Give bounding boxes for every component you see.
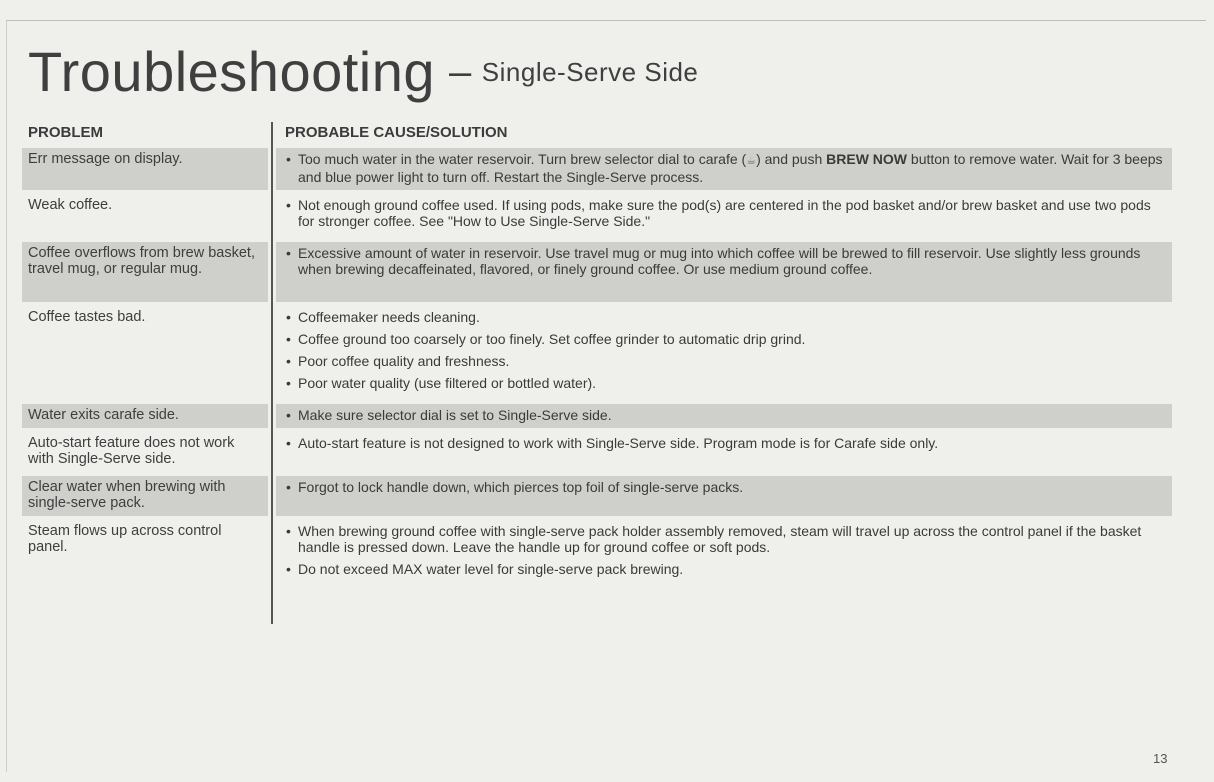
problem-cell: Steam flows up across control panel. bbox=[28, 523, 222, 555]
table-row bbox=[22, 404, 1172, 428]
page-number: 13 bbox=[1153, 751, 1168, 766]
problem-cell: Auto-start feature does not work with Single-Serve side. bbox=[28, 435, 235, 467]
solution-cell bbox=[276, 476, 1172, 516]
table-row bbox=[22, 520, 1172, 596]
troubleshooting-table bbox=[22, 122, 1172, 596]
problem-cell: Err message on display. bbox=[22, 148, 268, 190]
title-main: Troubleshooting bbox=[28, 40, 436, 103]
solution-cell bbox=[276, 306, 1172, 398]
header-problem: PROBLEM bbox=[28, 124, 103, 141]
solution-cell bbox=[276, 148, 1172, 190]
solution-cell bbox=[276, 432, 1172, 472]
solution-cell bbox=[276, 194, 1172, 238]
table-header bbox=[22, 122, 1172, 148]
table-row bbox=[22, 194, 1172, 238]
brew-now-label: BREW NOW bbox=[826, 151, 908, 167]
solution-item: • Coffeemaker needs cleaning. bbox=[286, 309, 480, 325]
problem-cell: Water exits carafe side. bbox=[22, 404, 268, 428]
table-row bbox=[22, 476, 1172, 516]
solution-text: ) and push bbox=[756, 151, 827, 167]
solution-cell bbox=[276, 242, 1172, 302]
problem-cell: Clear water when brewing with single-serve pack. bbox=[22, 476, 268, 516]
solution-item: • Poor water quality (use filtered or bottled water). bbox=[286, 375, 597, 391]
solution-text: Too much water in the water reservoir. Turn brew selector dial to carafe ( bbox=[298, 151, 747, 167]
solution-cell bbox=[276, 520, 1172, 596]
solution-item: • Coffee ground too coarsely or too finely. Set coffee grinder to automatic drip grind. bbox=[286, 331, 806, 347]
title-dash: – bbox=[449, 50, 472, 94]
problem-cell: Coffee overflows from brew basket, travel mug, or regular mug. bbox=[22, 242, 268, 302]
solution-item: • Auto-start feature is not designed to work with Single-Serve side. Program mode is for Carafe side only. bbox=[286, 435, 939, 451]
solution-item: • Not enough ground coffee used. If using pods, make sure the pod(s) are centered in the pod basket and/or brew basket and use two pods for stronger coffee. See "How to Use Single-Serve Side." bbox=[286, 197, 1151, 229]
solution-item: • Make sure selector dial is set to Single-Serve side. bbox=[286, 407, 612, 423]
title-subtitle: Single-Serve Side bbox=[481, 57, 699, 87]
page-title bbox=[28, 40, 698, 104]
table-row bbox=[22, 242, 1172, 302]
solution-text: button to remove water. Wait for 3 beeps and blue power light to turn off. Restart the Single-Serve process. bbox=[298, 151, 1163, 185]
carafe-icon: ☕ bbox=[746, 155, 757, 167]
solution-item: • Poor coffee quality and freshness. bbox=[286, 353, 510, 369]
table-row bbox=[22, 432, 1172, 472]
solution-item: • Forgot to lock handle down, which pierces top foil of single-serve packs. bbox=[286, 479, 744, 495]
problem-cell: Weak coffee. bbox=[28, 197, 113, 213]
solution-item: • Excessive amount of water in reservoir. Use travel mug or mug into which coffee will be brewed to fill reservoir. Use slightly less grounds when brewing decaffeinated, flavored, or finely ground coffee. Or use medium ground coffee. bbox=[286, 245, 1141, 277]
solution-item: • When brewing ground coffee with single-serve pack holder assembly removed, steam will travel up across the control panel if the basket handle is pressed down. Leave the handle up for ground coffee or soft pods. bbox=[286, 523, 1142, 555]
problem-cell: Coffee tastes bad. bbox=[28, 309, 146, 325]
header-cause: PROBABLE CAUSE/SOLUTION bbox=[285, 124, 508, 141]
table-row bbox=[22, 148, 1172, 190]
solution-item: • Too much water in the water reservoir. Turn brew selector dial to carafe (☕) and push BREW NOW button to remove water. Wait for 3 beeps and blue power light to turn off. Restart the Single-Serve process. bbox=[286, 151, 1163, 185]
solution-item: • Do not exceed MAX water level for single-serve pack brewing. bbox=[286, 561, 684, 577]
solution-cell bbox=[276, 404, 1172, 428]
table-row bbox=[22, 306, 1172, 398]
